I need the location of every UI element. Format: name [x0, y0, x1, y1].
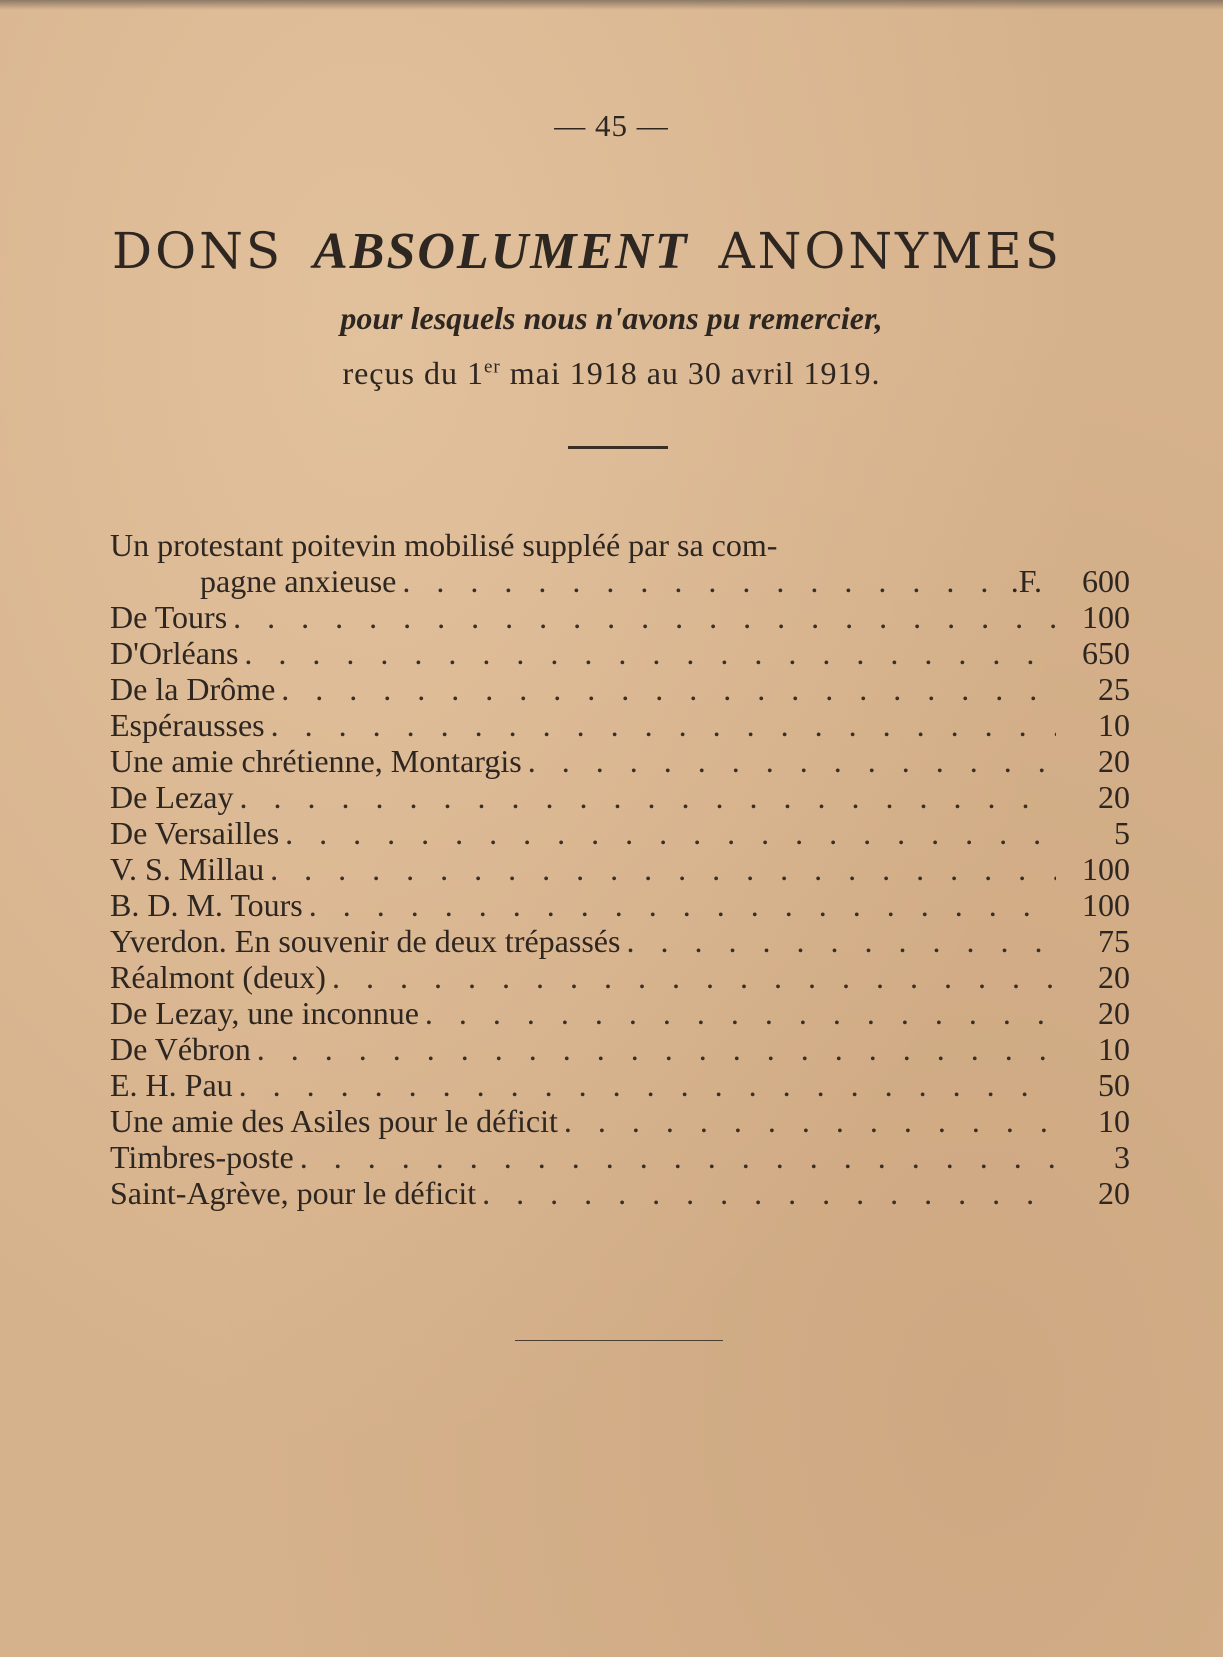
- dot-leader: [626, 923, 1056, 959]
- subtitle: pour lesquels nous n'avons pu remercier,: [340, 300, 883, 336]
- dot-leader: [528, 743, 1056, 779]
- date-line-start: reçus du 1: [342, 355, 484, 391]
- entry-label: Espérausses: [110, 707, 265, 743]
- entry-amount: 100: [1082, 599, 1130, 635]
- dot-leader: [257, 1031, 1056, 1067]
- dot-leader: [402, 563, 1004, 599]
- list-item: [110, 959, 1130, 995]
- list-item: [110, 527, 1130, 563]
- dot-leader: [271, 707, 1056, 743]
- list-item: [110, 1175, 1130, 1211]
- title-word-anonymes: ANONYMES: [718, 222, 1063, 280]
- dot-leader: [239, 779, 1056, 815]
- list-item: [110, 707, 1130, 743]
- entry-label: D'Orléans: [110, 635, 239, 671]
- currency-mark: .F.: [1010, 563, 1042, 599]
- date-line-end: mai 1918 au 30 avril 1919.: [500, 355, 881, 391]
- entry-label: De la Drôme: [110, 671, 276, 707]
- list-item: [110, 1031, 1130, 1067]
- entry-amount: 5: [1114, 815, 1130, 851]
- entry-label: Un protestant poitevin mobilisé suppléé par sa com-: [110, 527, 778, 563]
- entry-amount: 3: [1114, 1139, 1130, 1175]
- dot-leader: [285, 815, 1056, 851]
- list-item: [110, 1139, 1130, 1175]
- list-item: [110, 599, 1130, 635]
- entry-label: Timbres-poste: [110, 1139, 294, 1175]
- dot-leader: [309, 887, 1056, 923]
- entry-label: De Vébron: [110, 1031, 251, 1067]
- dot-leader: [300, 1139, 1056, 1175]
- donation-list: [110, 527, 1130, 1211]
- entry-amount: 650: [1082, 635, 1130, 671]
- list-item: [110, 1103, 1130, 1139]
- list-item: [110, 995, 1130, 1031]
- entry-amount: 20: [1098, 959, 1130, 995]
- dot-leader: [482, 1175, 1056, 1211]
- list-item: [110, 815, 1130, 851]
- list-item: [110, 779, 1130, 815]
- list-item: [110, 1067, 1130, 1103]
- title-word-absolument: ABSOLUMENT: [313, 223, 689, 280]
- dot-leader: [270, 851, 1056, 887]
- dot-leader: [564, 1103, 1056, 1139]
- date-line-superscript: er: [483, 356, 501, 378]
- entry-label: Réalmont (deux): [110, 959, 326, 995]
- entry-label: Une amie des Asiles pour le déficit: [110, 1103, 558, 1139]
- entry-label: De Tours: [110, 599, 228, 635]
- entry-label: De Versailles: [110, 815, 280, 851]
- dot-leader: [425, 995, 1056, 1031]
- entry-amount: 25: [1098, 671, 1130, 707]
- divider-bottom: [515, 1340, 723, 1341]
- date-line: [0, 355, 1223, 392]
- entry-label: De Lezay: [110, 779, 234, 815]
- entry-label: Saint-Agrève, pour le déficit: [110, 1175, 477, 1211]
- dot-leader: [233, 599, 1056, 635]
- divider-top: [568, 446, 668, 449]
- entry-amount: 10: [1098, 707, 1130, 743]
- entry-amount: 20: [1098, 995, 1130, 1031]
- entry-label: B. D. M. Tours: [110, 887, 303, 923]
- entry-amount: 10: [1098, 1103, 1130, 1139]
- entry-label: V. S. Millau: [110, 851, 265, 887]
- entry-label: De Lezay, une inconnue: [110, 995, 419, 1031]
- entry-amount: 20: [1098, 743, 1130, 779]
- dot-leader: [332, 959, 1056, 995]
- list-item: [110, 851, 1130, 887]
- page-edge: [0, 0, 1223, 10]
- dot-leader: [239, 1067, 1056, 1103]
- entry-amount: 20: [1098, 1175, 1130, 1211]
- list-item: [110, 887, 1130, 923]
- list-item: [110, 923, 1130, 959]
- page-number: — 45 —: [554, 108, 669, 143]
- entry-label-continuation: pagne anxieuse: [200, 563, 397, 599]
- entry-amount: 100: [1082, 887, 1130, 923]
- dot-leader: [281, 671, 1056, 707]
- dot-leader: [244, 635, 1056, 671]
- title-word-dons: DONS: [112, 222, 284, 280]
- entry-amount: 50: [1098, 1067, 1130, 1103]
- entry-amount: 100: [1082, 851, 1130, 887]
- entry-amount: 10: [1098, 1031, 1130, 1067]
- entry-amount: 600: [1082, 563, 1130, 599]
- list-item: [110, 635, 1130, 671]
- entry-amount: 20: [1098, 779, 1130, 815]
- entry-amount: 75: [1098, 923, 1130, 959]
- page-title: [112, 222, 1122, 281]
- list-item-continuation: [110, 563, 1130, 599]
- entry-label: Une amie chrétienne, Montargis: [110, 743, 522, 779]
- list-item: [110, 743, 1130, 779]
- list-item: [110, 671, 1130, 707]
- entry-label: Yverdon. En souvenir de deux trépassés: [110, 923, 621, 959]
- entry-label: E. H. Pau: [110, 1067, 233, 1103]
